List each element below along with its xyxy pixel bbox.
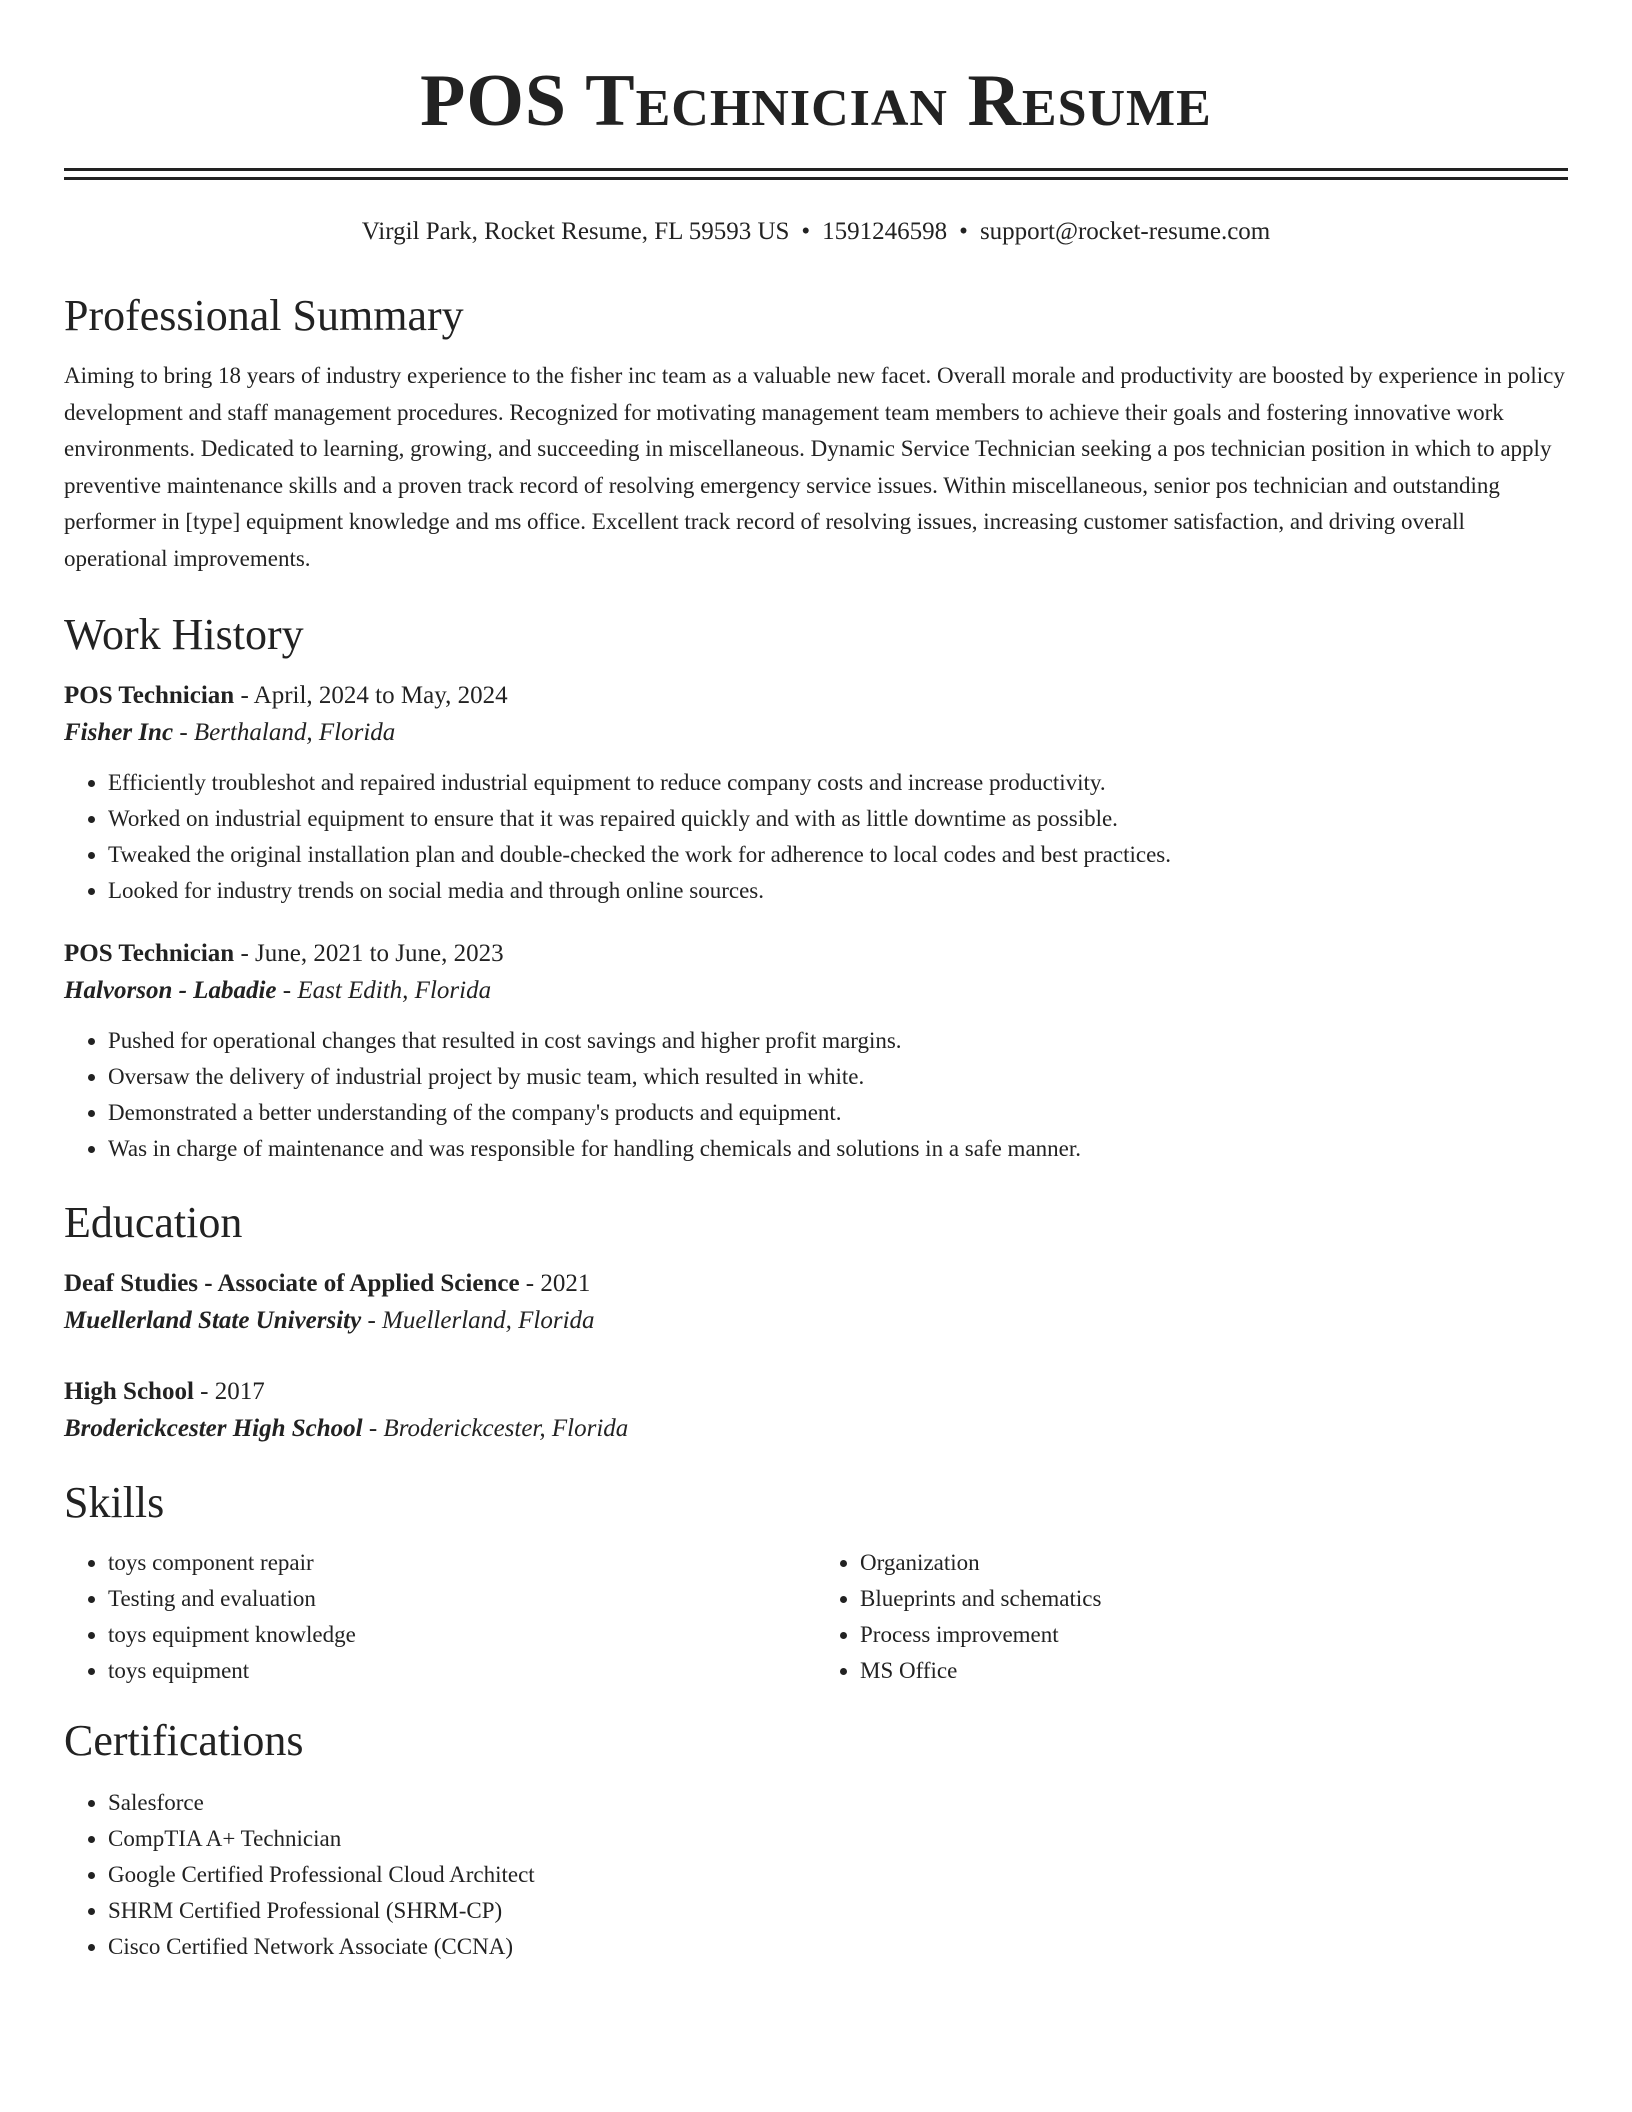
certification-item: • Google Certified Professional Cloud Architect (108, 1857, 1568, 1893)
skill-item: • toys equipment knowledge (108, 1617, 816, 1653)
education-year: - 2021 (519, 1270, 591, 1297)
contact-phone: 1591246598 (822, 218, 948, 245)
job-bullet: • Demonstrated a better understanding of the company's products and equipment. (108, 1095, 1568, 1131)
job-company-line (64, 972, 1568, 1009)
skills-list-right (816, 1545, 1568, 1689)
certification-item: • Salesforce (108, 1785, 1568, 1821)
resume-title: POS Technician Resume (420, 60, 1212, 142)
section-heading-work-history: Work History (64, 610, 304, 659)
job-dates: - April, 2024 to May, 2024 (234, 682, 508, 709)
job-bullets (64, 765, 1568, 909)
education-degree-line (64, 1265, 1568, 1302)
job-bullet: • Oversaw the delivery of industrial project by music team, which resulted in white. (108, 1059, 1568, 1095)
title-rule-bottom (64, 177, 1568, 180)
certification-item: • Cisco Certified Network Associate (CCNA) (108, 1929, 1568, 1965)
skills-list-left (64, 1545, 816, 1689)
job-location: - East Edith, Florida (276, 977, 492, 1004)
skill-item: • MS Office (860, 1653, 1568, 1689)
job-bullet: • Tweaked the original installation plan and double-checked the work for adherence to local codes and best practices. (108, 837, 1568, 873)
education-school: Broderickcester High School (64, 1415, 363, 1442)
education-degree: Deaf Studies - Associate of Applied Science (64, 1270, 520, 1297)
education-degree: High School (64, 1378, 194, 1405)
education-entry (64, 1265, 1568, 1339)
education-year: - 2017 (193, 1378, 265, 1405)
job-role: POS Technician (64, 940, 235, 967)
job-title-line (64, 935, 1568, 972)
contact-address: Virgil Park, Rocket Resume, FL 59593 US (361, 218, 790, 245)
education-entry (64, 1373, 1568, 1447)
job-company: Halvorson - Labadie (64, 977, 277, 1004)
title-rule-top (64, 168, 1568, 171)
job-title-line (64, 677, 1568, 714)
job-entry (64, 677, 1568, 909)
job-bullet: • Pushed for operational changes that resulted in cost savings and higher profit margins. (108, 1023, 1568, 1059)
contact-line (64, 216, 1568, 248)
job-company: Fisher Inc (64, 719, 174, 746)
skill-item: • toys equipment (108, 1653, 816, 1689)
education-location: - Broderickcester, Florida (362, 1415, 629, 1442)
job-bullet: • Looked for industry trends on social media and through online sources. (108, 873, 1568, 909)
skill-item: • Process improvement (860, 1617, 1568, 1653)
contact-separator: • (801, 218, 811, 245)
job-company-line (64, 714, 1568, 751)
section-heading-skills: Skills (64, 1478, 165, 1527)
education-degree-line (64, 1373, 1568, 1410)
job-role: POS Technician (64, 682, 235, 709)
skill-item: • Organization (860, 1545, 1568, 1581)
certifications-list (64, 1785, 1568, 1965)
section-heading-education: Education (64, 1198, 243, 1247)
contact-separator: • (959, 218, 968, 245)
education-school-line (64, 1302, 1568, 1339)
education-school-line (64, 1410, 1568, 1447)
section-heading-summary: Professional Summary (64, 291, 464, 340)
summary-text: Aiming to bring 18 years of industry experience to the fisher inc team as a valuable new facet. Overall morale and productivity are boosted by experience in policy development and staff management procedures. Recognized for motivating management team members to achieve their goals and fostering innovative work environments. Dedicated to learning, growing, and succeeding in miscellaneous. Dynamic Service Technician seeking a pos technician position in which to apply preventive maintenance skills and a proven track record of resolving emergency service issues. Within miscellaneous, senior pos technician and outstanding performer in [type] equipment knowledge and ms office. Excellent track record of resolving issues, increasing customer satisfaction, and driving overall operational improvements. (64, 363, 1565, 571)
job-bullet: • Was in charge of maintenance and was responsible for handling chemicals and solutions in a safe manner. (108, 1131, 1568, 1167)
education-school: Muellerland State University (64, 1307, 362, 1334)
skill-item: • toys component repair (108, 1545, 816, 1581)
certifications-section (64, 1785, 1568, 1965)
job-bullet: • Efficiently troubleshot and repaired industrial equipment to reduce company costs and increase productivity. (108, 765, 1568, 801)
certification-item: • SHRM Certified Professional (SHRM-CP) (108, 1893, 1568, 1929)
job-bullet: • Worked on industrial equipment to ensure that it was repaired quickly and with as little downtime as possible. (108, 801, 1568, 837)
job-entry (64, 935, 1568, 1167)
education-location: - Muellerland, Florida (361, 1307, 595, 1334)
skills-columns (64, 1545, 1568, 1689)
job-location: - Berthaland, Florida (173, 719, 396, 746)
skill-item: • Blueprints and schematics (860, 1581, 1568, 1617)
contact-email[interactable]: support@rocket-resume.com (979, 218, 1271, 245)
job-dates: - June, 2021 to June, 2023 (234, 940, 504, 967)
certification-item: • CompTIA A+ Technician (108, 1821, 1568, 1857)
title-double-rule (64, 168, 1568, 180)
skill-item: • Testing and evaluation (108, 1581, 816, 1617)
job-bullets (64, 1023, 1568, 1167)
section-heading-certifications: Certifications (64, 1716, 304, 1765)
